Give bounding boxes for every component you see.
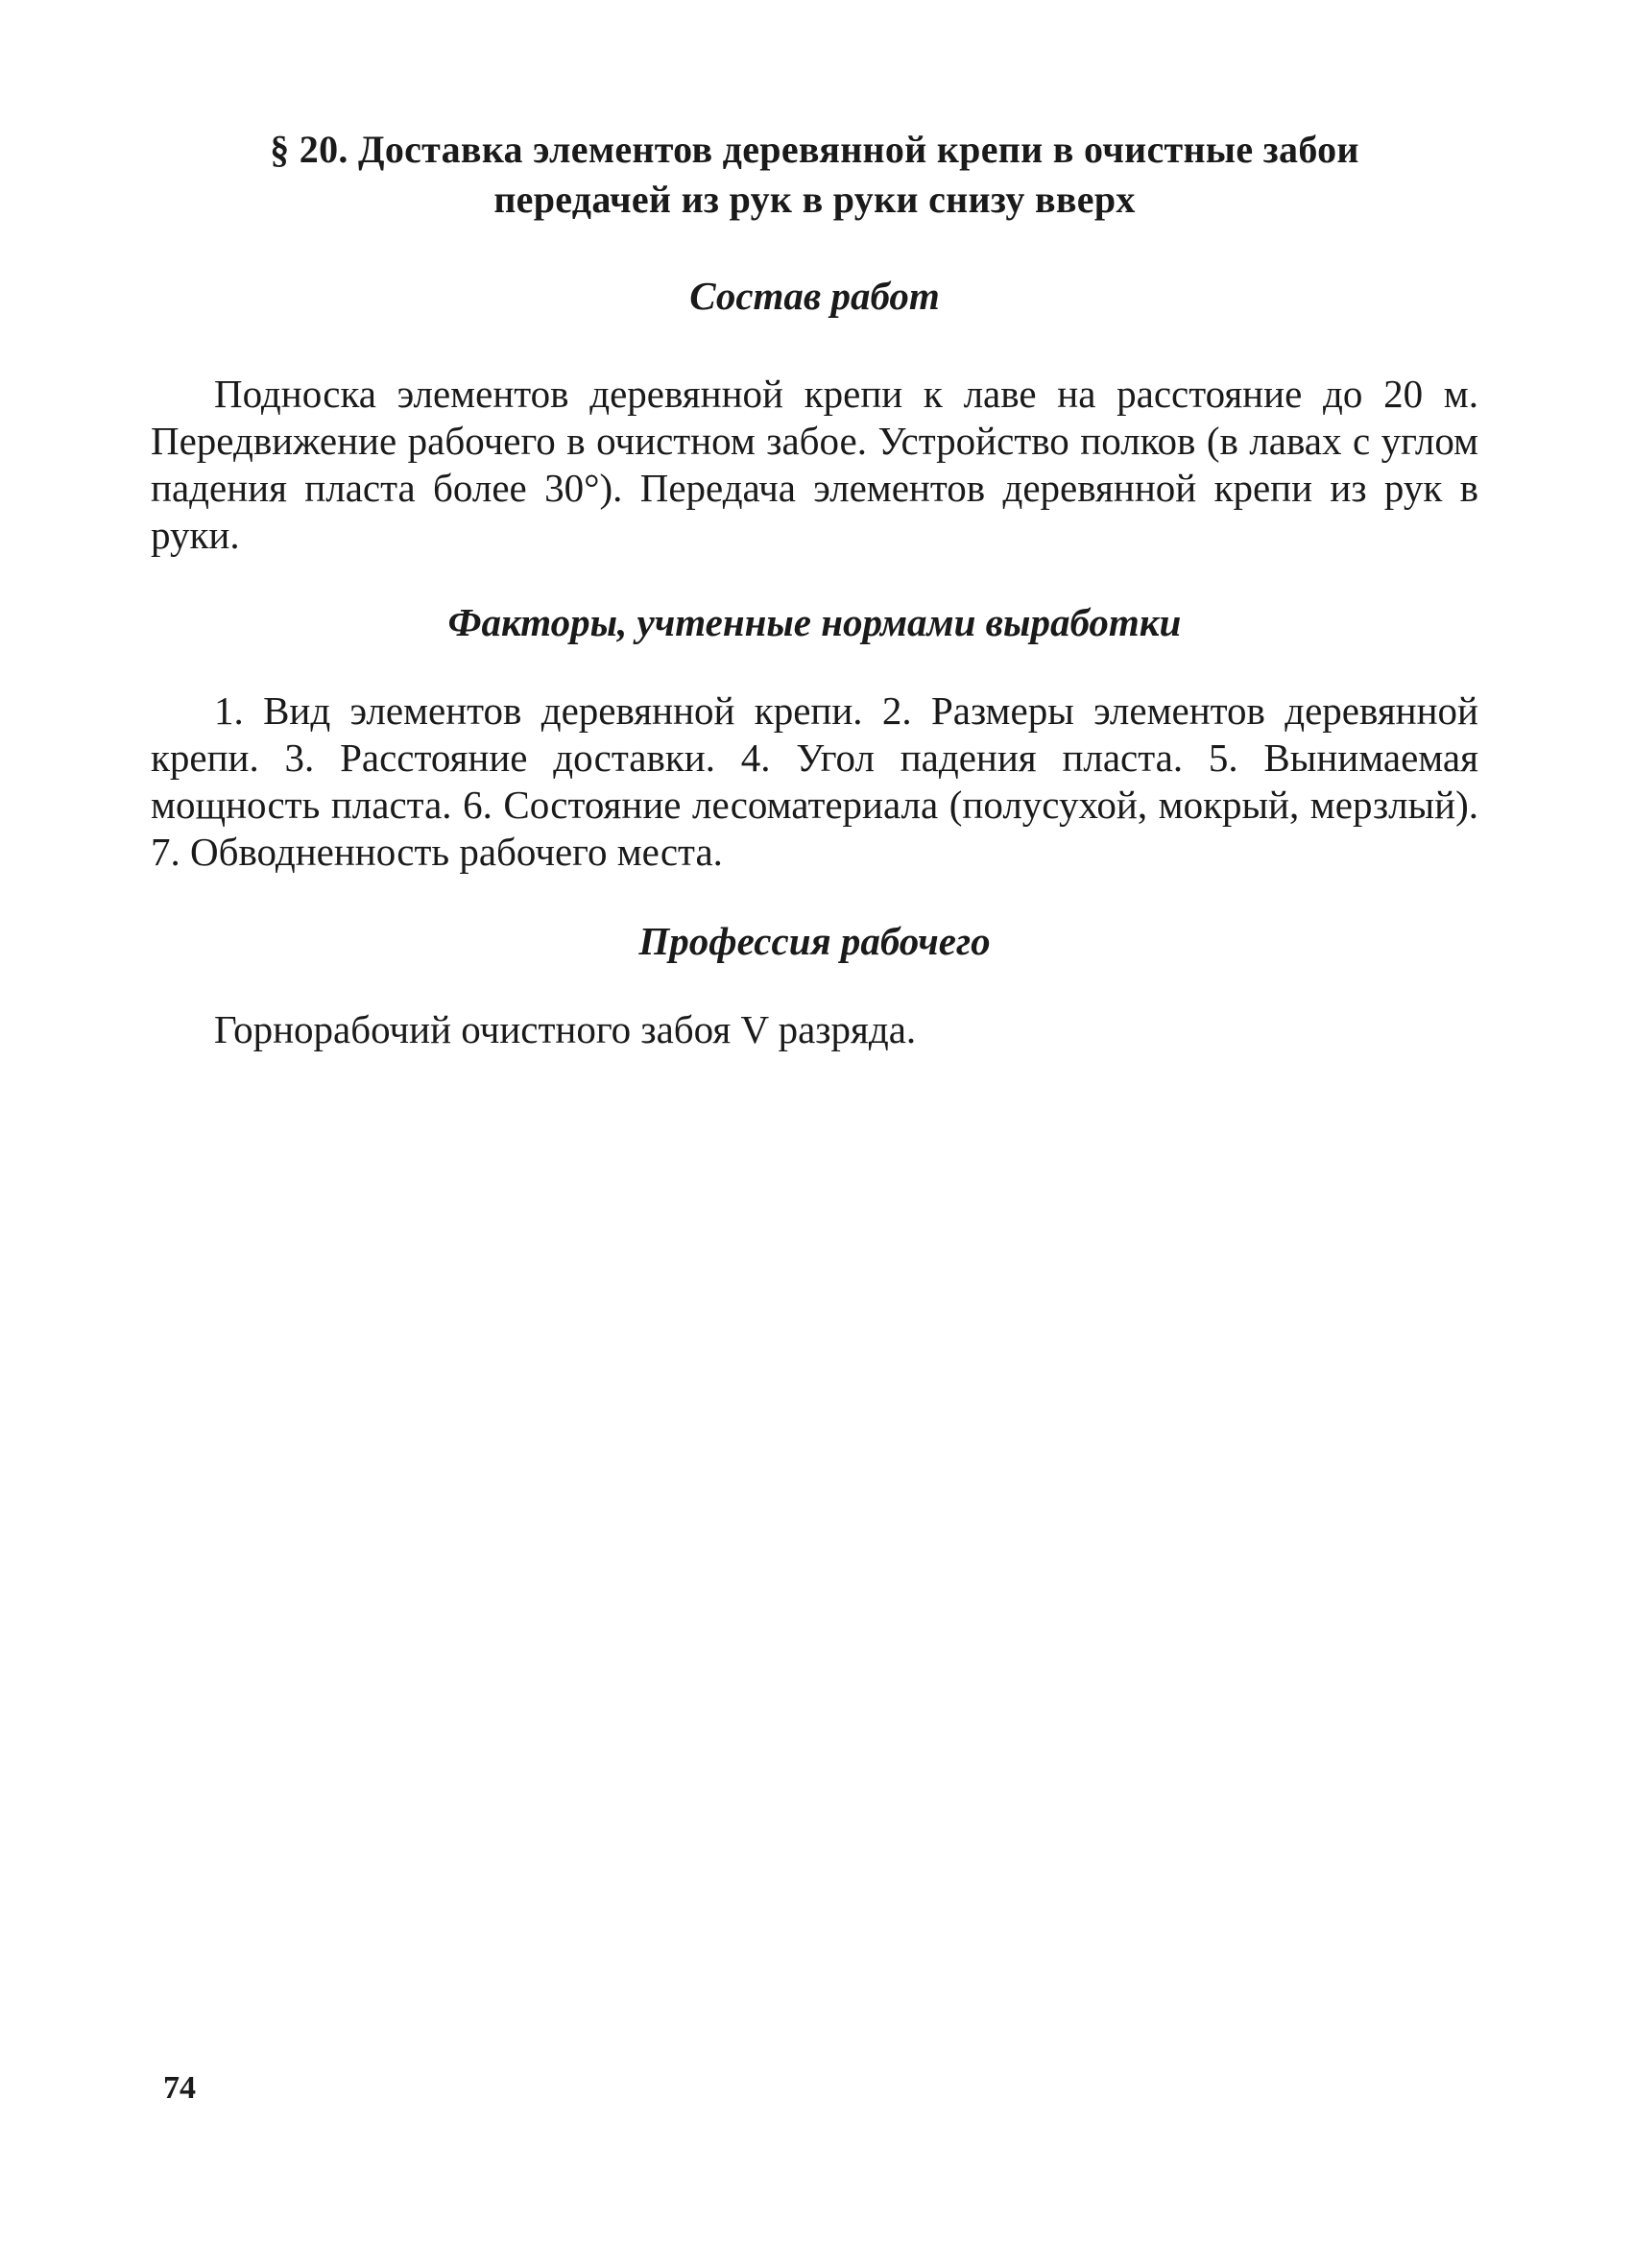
factors-paragraph: 1. Вид элементов деревянной крепи. 2. Размеры элементов деревянной крепи. 3. Расстояние доставки. 4. Угол падения пласта. 5. Вынимаемая мощность пласта. 6. Состояние лесоматериала (полусухой, мокрый, мерзлый). 7. Обводненность рабочего места. [151, 688, 1478, 874]
profession-paragraph: Горнорабочий очистного забоя V разряда. [214, 1007, 917, 1051]
page-number: 74 [163, 2070, 196, 2106]
section-title-line-1: § 20. Доставка элементов деревянной крепи в очистные забои [270, 128, 1359, 171]
factors-heading: Факторы, учтенные нормами выработки [447, 600, 1182, 644]
section-title [151, 125, 1478, 225]
composition-heading: Состав работ [689, 274, 940, 318]
composition-paragraph: Подноска элементов деревянной крепи к лаве на расстояние до 20 м. Передвижение рабочего в очистном забое. Устройство полков (в лавах с углом падения пласта более 30°). Передача элементов деревянной крепи из рук в руки. [151, 372, 1478, 557]
profession-heading: Профессия рабочего [638, 919, 991, 963]
page-content [151, 125, 1478, 1053]
section-title-line-2: передачей из рук в руки снизу вверх [493, 178, 1136, 221]
